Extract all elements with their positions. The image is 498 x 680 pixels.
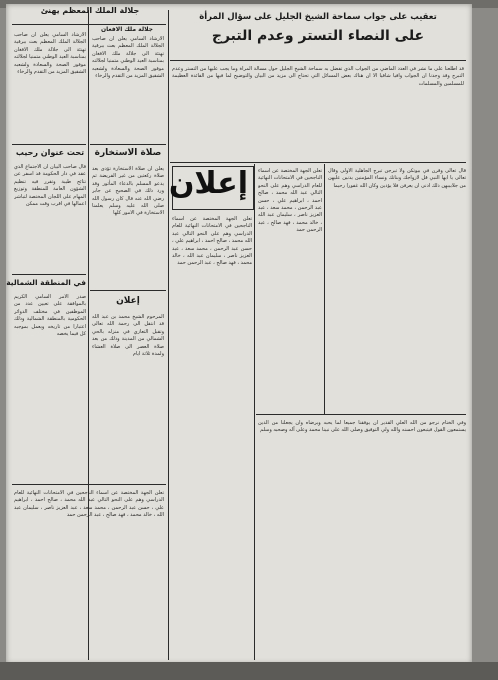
section-rule: [170, 162, 466, 163]
photo-edge-bottom: [0, 662, 498, 680]
announcement-list: تعلن الجهة المختصة عن اسماء الناجحين في الامتحانات النهائية للعام الدراسي وهم على النحو التالي عبد الله محمد ، صالح احمد ، ابراهيم علي ، حسن عبد الرحمن ، محمد سعد ، عبد العزيز ناصر ، سليمان عبد الله ، خالد محمد ، فهد صالح ، عبد الرحمن حمد: [172, 216, 252, 267]
article-text: قد اطلعنا على ما نشر في العدد الماضي من الجواب الذي تفضل به سماحة الشيخ الجليل حول مسألة المرأة وما يجب عليها من التستر وعدم التبرج وقد وجدنا ان الجواب وافيا شافيا الا ان هناك بعض المسائل التي تحتاج الى مزيد من البيان والتوضيح لما فيها من الفائدة العظيمة للمسلمين والمسلمات: [172, 66, 464, 87]
section-rule: [12, 484, 166, 485]
header-rule: [12, 24, 166, 25]
article-text: تعلن الجهة المختصة عن اسماء الناجحين في الامتحانات النهائية للعام الدراسي وهم على النحو التالي عبد الله محمد ، صالح احمد ، ابراهيم علي ، حسن عبد الرحمن ، محمد سعد ، عبد العزيز ناصر ، سليمان عبد الله ، خالد محمد ، فهد صالح ، عبد الرحمن حمد: [14, 490, 164, 519]
section-heading: صلاة الاستخارة: [94, 148, 162, 158]
article-text: يعلن ان صلاة الاستخارة تؤدى بعد صلاة ركعتين من غير الفريضة ثم يدعو المسلم بالدعاء المأثور وقد ورد ذلك في الصحيح عن جابر رضي الله عنه قال كان رسول الله صلى الله عليه وسلم يعلمنا الاستخارة في الامور كلها: [92, 166, 164, 217]
far-left-heading: في المنطقة الشمالية: [6, 278, 86, 287]
far-left-heading: تحت عنوان رحيب: [15, 148, 85, 157]
article-text: قال صاحب البيان ان الاجتماع الذي عقد في دار الحكومة قد اسفر عن نتائج طيبة وتقرر فيه تنظيم الشؤون العامة للمنطقة وتوزيع المهام على اللجان المختصة لتباشر اعمالها في اقرب وقت ممكن: [14, 164, 86, 208]
article-text: المرحوم الشيخ محمد بن عبد الله قد انتقل الى رحمة الله تعالى وتقبل التعازي في منزله بالحي الشمالي من المدينة وذلك من بعد صلاة العصر الى صلاة العشاء ولمدة ثلاثة ايام: [92, 314, 164, 358]
column-rule: [254, 164, 255, 660]
top-left-heading: جلالة الملك المعظم يهنئ: [40, 6, 140, 15]
article-text: الارشاد السامي يعلن ان صاحب الجلالة الملك المعظم بعث ببرقية تهنئة الى جلالة ملك الافغان بمناسبة العيد الوطني متمنيا لجلالته موفور الصحة والسعادة ولشعبه الشقيق المزيد من التقدم والرخاء: [92, 36, 164, 80]
column-rule: [168, 10, 169, 660]
headline-line-1: تعقيب على جواب سماحة الشيخ الجليل على سؤال المرأة: [199, 12, 437, 22]
column-rule: [324, 164, 325, 414]
newspaper-page: [6, 4, 472, 664]
article-text: قال تعالى وقرن في بيوتكن ولا تبرجن تبرج الجاهلية الاولى وقال تعالى يا ايها النبي قل لازواجك وبناتك ونساء المؤمنين يدنين عليهن من جلابيبهن ذلك ادنى ان يعرفن فلا يؤذين وكان الله غفورا رحيما: [328, 168, 466, 189]
announcement-title: إعلان: [168, 166, 248, 201]
article-text: وفي الختام نرجو من الله العلي القدير ان يوفقنا جميعا لما يحبه ويرضاه وان يجعلنا من الذين يستمعون القول فيتبعون احسنه والله ولي التوفيق وصلى الله على نبينا محمد وعلى آله وصحبه وسلم: [258, 420, 466, 434]
section-rule: [12, 144, 86, 145]
section-rule: [90, 144, 166, 145]
headline-line-2: على النصاء التستر وعدم التبرج: [211, 28, 425, 44]
section-rule: [12, 274, 86, 275]
article-text: صدر الامر السامي الكريم بالموافقة على تعيين عدد من الموظفين في مختلف الدوائر الحكومية بالمنطقة الشمالية وذلك اعتبارا من تاريخه ويعمل بموجبه كل فيما يخصه: [14, 294, 86, 338]
headline-rule: [170, 60, 466, 61]
announcement-list: تعلن الجهة المختصة عن اسماء الناجحين في الامتحانات النهائية للعام الدراسي وهم على النحو التالي عبد الله محمد ، صالح احمد ، ابراهيم علي ، حسن عبد الرحمن ، محمد سعد ، عبد العزيز ناصر ، سليمان عبد الله ، خالد محمد ، فهد صالح ، عبد الرحمن حمد: [258, 168, 322, 234]
top-left-subheading: جلالة ملك الافغان: [101, 26, 153, 33]
section-rule: [90, 290, 166, 291]
section-heading: إعلان: [116, 296, 140, 306]
article-text: الارشاد السامي يعلن ان صاحب الجلالة الملك المعظم بعث ببرقية تهنئة الى جلالة ملك الافغان بمناسبة العيد الوطني متمنيا لجلالته موفور الصحة والسعادة ولشعبه الشقيق المزيد من التقدم والرخاء: [14, 32, 86, 76]
section-rule: [256, 414, 466, 415]
